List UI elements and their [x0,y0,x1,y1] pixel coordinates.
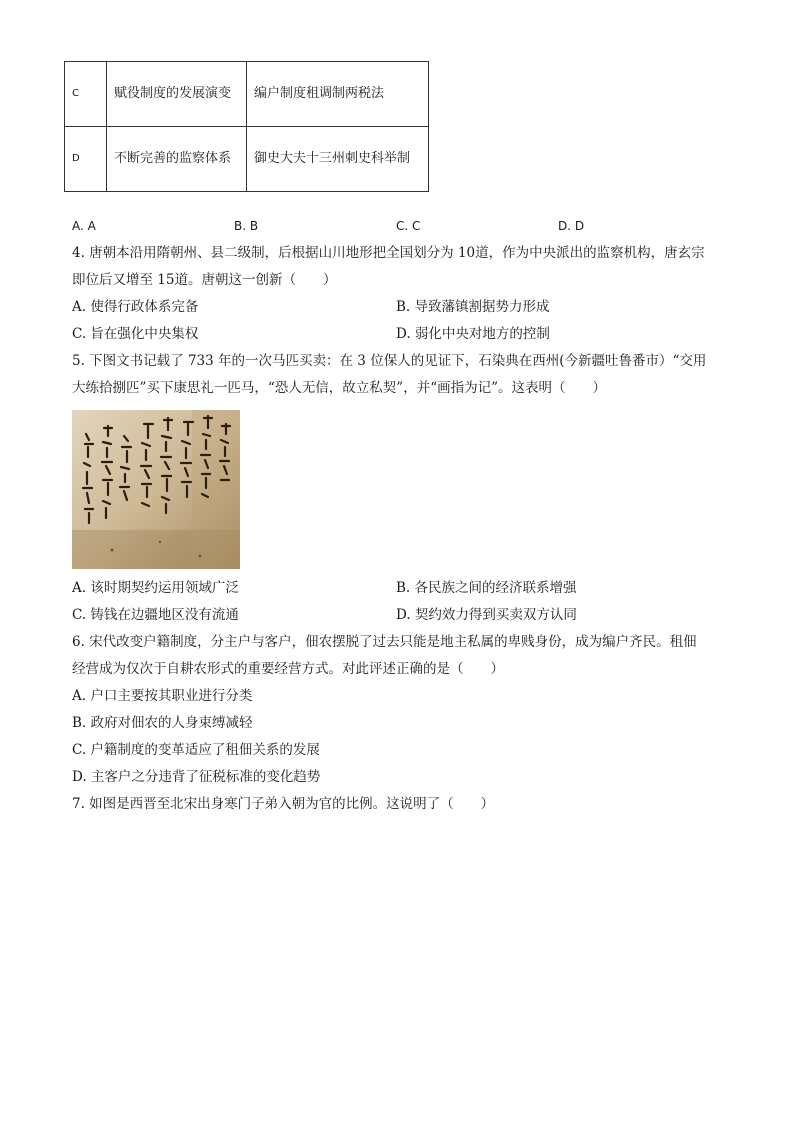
q4-option-a: A. 使得行政体系完备 [72,299,199,315]
row-letter: D [65,127,107,192]
q7-stem: 7. 如图是西晋至北宋出身寒门子弟入朝为官的比例。这说明了（ ） [72,796,495,812]
q6-option-b: B. 政府对佃农的人身束缚减轻 [72,715,253,731]
row-items: 御史大夫十三州刺史科举制 [247,127,429,192]
row-topic: 不断完善的监察体系 [107,127,247,192]
q5-option-b: B. 各民族之间的经济联系增强 [396,580,577,596]
q4-stem-line2: 即位后又增至 15道。唐朝这一创新（ ） [72,272,337,288]
manuscript-photo [72,410,240,569]
q5-option-c: C. 铸钱在边疆地区没有流通 [72,607,239,623]
q6-stem-line2: 经营成为仅次于自耕农形式的重要经营方式。对此评述正确的是（ ） [72,661,504,677]
q5-stem-line2: 大练拾捌匹”买下康思礼一匹马，“恐人无信，故立私契”，并“画指为记”。这表明（ ） [72,380,607,396]
q3-option-c: C. C [396,219,421,233]
q4-stem-line1: 4. 唐朝本沿用隋朝州、县二级制，后根据山川地形把全国划分为 10道，作为中央派出的监察机构，唐玄宗 [72,245,705,261]
q6-option-c: C. 户籍制度的变革适应了租佃关系的发展 [72,742,320,758]
q3-option-b: B. B [234,219,259,233]
row-topic: 赋役制度的发展演变 [107,62,247,127]
q5-option-a: A. 该时期契约运用领域广泛 [72,580,239,596]
table-row [65,62,429,127]
q5-stem-line1: 5. 下图文书记载了 733 年的一次马匹买卖：在 3 位保人的见证下，石染典在西州(今新疆吐鲁番市）“交用 [72,353,707,369]
options-table [64,61,429,192]
q6-option-d: D. 主客户之分违背了征税标准的变化趋势 [72,769,321,785]
row-letter: C [65,62,107,127]
table-row [65,127,429,192]
q4-option-b: B. 导致藩镇割据势力形成 [396,299,550,315]
q5-option-d: D. 契约效力得到买卖双方认同 [396,607,577,623]
q3-option-d: D. D [558,219,585,233]
q3-option-a: A. A [72,219,96,233]
q6-option-a: A. 户口主要按其职业进行分类 [72,688,253,704]
q4-option-c: C. 旨在强化中央集权 [72,326,199,342]
q4-option-d: D. 弱化中央对地方的控制 [396,326,550,342]
q6-stem-line1: 6. 宋代改变户籍制度，分主户与客户，佃农摆脱了过去只能是地主私属的卑贱身份，成为编户齐民。租佃 [72,634,697,650]
row-items: 编户制度租调制两税法 [247,62,429,127]
